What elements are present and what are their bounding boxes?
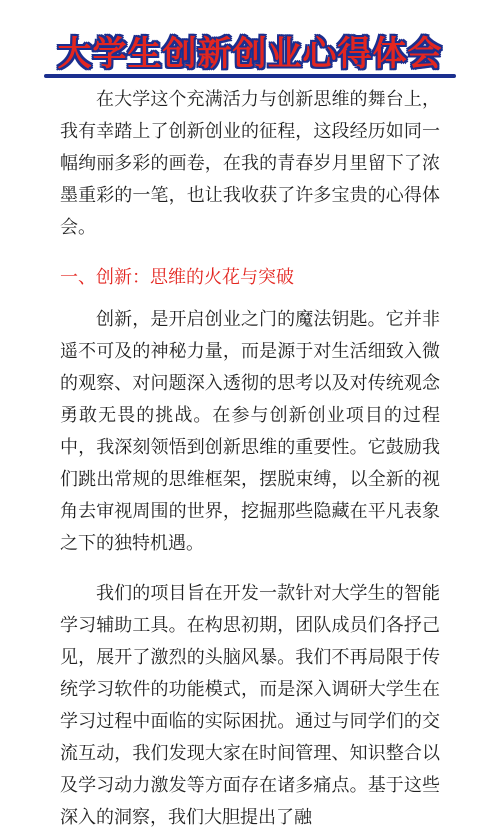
section-heading: 一、创新：思维的火花与突破 [60,267,294,288]
body-paragraph-2: 我们的项目旨在开发一款针对大学生的智能学习辅助工具。在构思初期，团队成员们各抒己见，展开了激烈的头脑风暴。我们不再局限于传统学习软件的功能模式，而是深入调研大学生在学习过程中面临的实际困扰。通过与同学们的交流互动，我们发现大家在时间管理、知识整合以及学习动力激发等方面存在诸多痛点。基于这些深入的洞察，我们大胆提出了融 [60,583,440,828]
paragraph-gap [60,560,440,578]
body-paragraph-1: 创新，是开启创业之门的魔法钥匙。它并非遥不可及的神秘力量，而是源于对生活细致入微的观察、对问题深入透彻的思考以及对传统观念勇敢无畏的挑战。在参与创新创业项目的过程中，我深刻领悟到创新思维的重要性。它鼓励我们跳出常规的思维框架，摆脱束缚，以全新的视角去审视周围的世界，挖掘那些隐藏在平凡表象之下的独特机遇。 [60,309,440,554]
document-title: 大学生创新创业心得体会 [57,34,443,74]
title-underline [44,74,456,78]
document-body [60,84,440,834]
intro-paragraph: 在大学这个充满活力与创新思维的舞台上，我有幸踏上了创新创业的征程，这段经历如同一幅绚丽多彩的画卷，在我的青春岁月里留下了浓墨重彩的一笔，也让我收获了许多宝贵的心得体会。 [60,89,440,238]
